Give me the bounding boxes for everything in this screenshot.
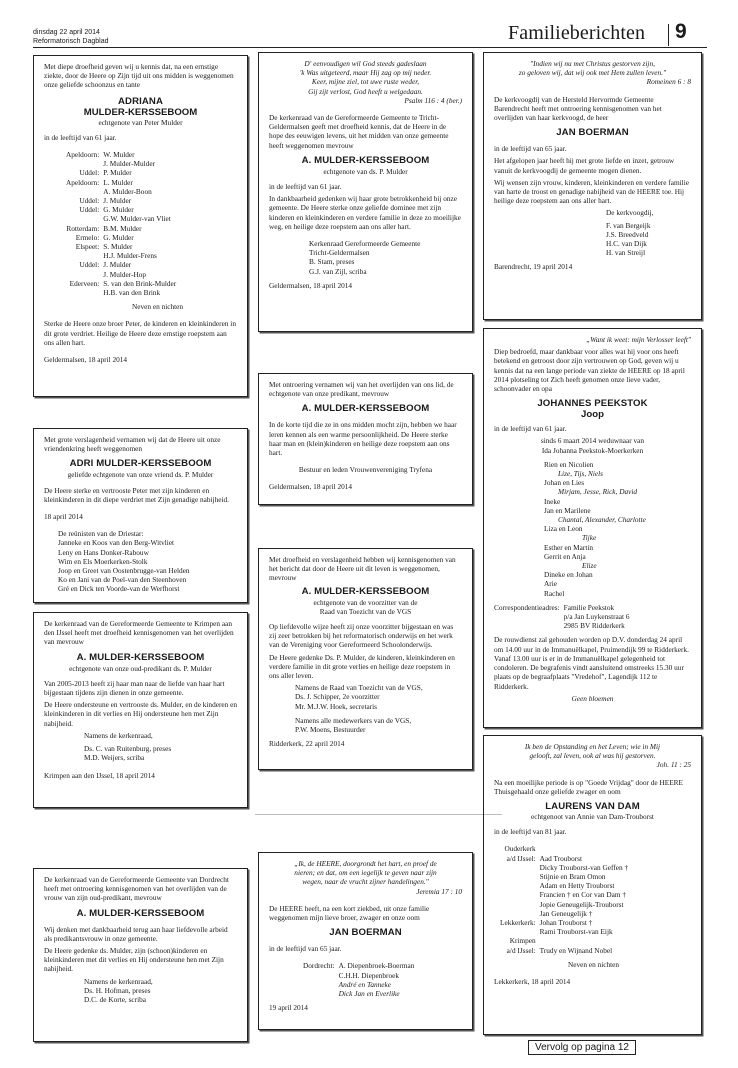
signature-b2: P.W. Moens, Bestuurder [295, 725, 366, 735]
place-date: Geldermalsen, 18 april 2014 [44, 355, 128, 365]
address-label: Correspondentieadres: [494, 602, 560, 612]
family-row [500, 918, 628, 927]
quote-line: Gij zijt verlost, God heeft u welgedaan. [308, 86, 423, 96]
signature-1: Ds. C. van Ruitenburg, preses [84, 744, 172, 754]
family-place: a/d IJssel: [506, 945, 536, 955]
nephews-line: Neven en nichten [132, 302, 184, 312]
family-place: Dordrecht: [303, 961, 335, 971]
family-row [66, 159, 176, 168]
signature-intro: De kerkvoogdij, [606, 208, 654, 218]
signature-1: Ds. H. Hofman, preses [84, 985, 151, 995]
deceased-name: A. MULDER-KERSSEBOOM [301, 154, 430, 166]
quote-line: wegen, naar de vrucht zijner handelingen." [302, 877, 429, 887]
family-place [66, 288, 103, 297]
family-row [66, 196, 176, 205]
signatures [494, 221, 691, 258]
signature-name: H.C. van Dijk [606, 239, 647, 249]
body-text-1: Het afgelopen jaar heeft hij met grote liefde en inzet, getrouw vanuit de kerkvoogdij de gemeente mogen dienen. [494, 156, 675, 175]
signature-2: D.C. de Korte, scriba [84, 995, 147, 1005]
child-line: Rien en Nicolien [544, 459, 594, 469]
announcement-vgs [258, 548, 473, 770]
family-member: S. Mulder [103, 242, 133, 252]
family-place [500, 863, 540, 872]
quote-reference: Psalm 116 : 4 (ber.) [404, 95, 462, 105]
place-date: Geldermalsen, 18 april 2014 [269, 280, 353, 290]
child-line: Ineke [544, 496, 561, 506]
deceased-name: MULDER-KERSSEBOOM [83, 106, 198, 118]
nickname: Joop [581, 409, 604, 421]
member-name: Joop en Greet van Oostenbrugge-van Helden [58, 566, 190, 576]
grandchildren-line: Lize, Tijs, Niels [558, 469, 604, 479]
family-member: H.B. van den Brink [103, 288, 161, 298]
signature-2: Tricht-Geldermalsen [309, 248, 370, 258]
family-member: J. Mulder [103, 260, 132, 270]
signature-b1: Namens alle medewerkers van de VGS, [295, 715, 412, 725]
members-list [44, 538, 237, 593]
announcement-adriana-family [33, 55, 248, 397]
age-line: in de leeftijd van 61 jaar. [44, 132, 117, 142]
family-member: J. Mulder [103, 196, 132, 206]
header-divider [668, 24, 669, 46]
age-line: in de leeftijd van 81 jaar. [494, 827, 567, 837]
body-text: In dankbaarheid gedenken wij haar grote betrokkenheid bij onze gemeente. De Heere sterke onze geliefde dominee met zijn kinderen en kleinkinderen en verdere familie in deze zo moeilijke weg, en heilige deze roepstem aan ons aller hart. [269, 194, 461, 231]
widow-line-2: Ida Johanna Peekstok-Moerkerken [541, 445, 644, 455]
signature-intro: Namens de kerkenraad, [84, 976, 153, 986]
date-line: 18 april 2014 [44, 512, 83, 522]
family-place: a/d IJssel: [506, 853, 536, 863]
signature-name: F. van Bergeijk [606, 220, 651, 230]
psalm-quote [269, 59, 462, 96]
announcement-intro: De HEERE heeft, na een kort ziekbed, uit onze familie weggenomen mijn lieve broer, zwager en onze oom [269, 903, 430, 923]
announcement-intro: De kerkenraad van de Gereformeerde Gemeente van Dordrecht heeft met ontroering kennisgenomen van het overlijden van de vrouw van zijn oud-predikant, mevrouw [44, 875, 229, 903]
family-place: Ermelo: [75, 232, 100, 242]
quote-reference: Romeinen 6 : 8 [646, 77, 691, 87]
deceased-name: LAURENS VAN DAM [545, 801, 640, 813]
announcement-intro: Met diepe droefheid geven wij u kennis dat, na een ernstige ziekte, door de Heere op Zijn tijd uit ons midden is weggenomen onze geliefde schoonzus en tante [44, 62, 234, 90]
age-line: in de leeftijd van 61 jaar. [269, 182, 342, 192]
family-row [66, 279, 176, 288]
child-line: Arie [544, 579, 557, 589]
place-date: Geldermalsen, 18 april 2014 [269, 482, 353, 492]
family-row [66, 205, 176, 214]
child-line: Gerrit en Anja [544, 551, 586, 561]
family-member: A. Mulder-Boon [103, 186, 152, 196]
signature-a3: Mr. M.J.W. Hoek, secretaris [295, 701, 378, 711]
family-place: Uddel: [79, 196, 100, 206]
quote-line: Ik ben de Opstanding en het Leven; wie in Mij [524, 742, 661, 751]
announcement-intro: Diep bedroefd, maar dankbaar voor alles wat hij voor ons heeft betekend en getroost door zijn vertrouwen op God, geven wij u kennis dat na een lange periode van ziekte de HEERE op 18 april 2014 plotseling tot Zich heeft genomen onze lieve vader, schoonvader en opa [494, 347, 685, 394]
family-member: Stijnie en Bram Omon [539, 872, 606, 882]
closing-text: Sterke de Heere onze broer Peter, de kinderen en kleinkinderen in dit grote verdriet. Heilige de Heere deze ernstige roepstem aan ons allen hart. [44, 319, 236, 347]
announcement-peekstok [483, 328, 702, 728]
age-line: in de leeftijd van 65 jaar. [494, 144, 567, 154]
family-row [66, 260, 176, 269]
header-rule [33, 47, 707, 48]
deceased-name: A. MULDER-KERSSEBOOM [76, 651, 205, 663]
continued-on-link[interactable]: Vervolg op pagina 12 [528, 1040, 636, 1055]
family-member: Trudy en Wijnand Nobel [539, 945, 613, 955]
spouse-line: echtgenote van Peter Mulder [98, 117, 183, 127]
family-place: Lekkerkerk: [500, 918, 536, 928]
quote-line: Keer, mijne ziel, tot uwe ruste weder, [311, 77, 420, 87]
family-place [500, 900, 540, 909]
body-text-2: De Heere gedenke Ds. P. Mulder, de kinderen, kleinkinderen en verdere familie in dit grote verlies en heilige deze roepstem in ons aller leven. [269, 652, 455, 681]
family-member: Dick Jan en Everlike [338, 989, 400, 999]
family-row [500, 936, 628, 945]
family-row [500, 854, 628, 863]
deceased-name: A. MULDER-KERSSEBOOM [76, 907, 205, 919]
family-list [500, 844, 628, 954]
announcement-intro: De kerkvoogdij van de Hersteld Hervormde Gemeente Barendrecht heeft met ontroering kennisgenomen van het overlijden van haar kerkvoogd, de heer [494, 94, 662, 123]
family-row [500, 881, 628, 890]
deceased-name: JAN BOERMAN [329, 927, 402, 939]
family-member: Francien † en Cor van Dam † [539, 890, 626, 900]
body-text-1: Van 2005-2013 heeft zij haar man naar de liefde van haar hart bijgestaan tijdens zijn dienen in onze gemeente. [44, 678, 225, 698]
family-member: H.J. Mulder-Frens [103, 251, 157, 261]
body-text-1: Wij denken met dankbaarheid terug aan haar liefdevolle arbeid als predikantsvrouw in onze gemeente. [44, 924, 228, 943]
family-row [66, 233, 176, 242]
family-place [500, 927, 540, 936]
announcement-intro: Met grote verslagenheid vernamen wij dat de Heere uit onze vriendenkring heeft weggenomen [44, 435, 221, 454]
family-member: P. Mulder [103, 168, 132, 178]
child-line: Liza en Leon [544, 524, 583, 534]
family-place: Ederveen: [69, 278, 100, 288]
place-date: Ridderkerk, 22 april 2014 [269, 739, 345, 749]
spouse-line: echtgenote van ds. P. Mulder [323, 166, 408, 176]
issue-date: dinsdag 22 april 2014 [33, 29, 100, 36]
family-place: Elspeet: [75, 242, 100, 252]
member-name: Ko en Jani van de Poel-van den Steenhoven [58, 575, 187, 585]
family-place [500, 872, 540, 881]
place-date: Barendrecht, 19 april 2014 [494, 262, 573, 272]
family-member: Aad Trouborst [539, 853, 583, 863]
signature-4: G.J. van Zijl, scriba [309, 266, 367, 276]
address-line: p/a Jan Luykenstraat 6 [563, 612, 630, 622]
quote-line: D' eenvoudigen wil God steeds gadeslaan [304, 59, 427, 68]
body-text-2: De Heere gedenke ds. Mulder, zijn (schoon)kinderen en kleinkinderen met dit verlies en Hij ondersteune hen met Zijn nabijheid. [44, 946, 224, 974]
correspondence-address [494, 603, 630, 631]
family-row [66, 150, 176, 159]
signature-name: H. van Streijl [606, 248, 646, 258]
member-name: Janneke en Koos van den Berg-Witvliet [58, 538, 175, 548]
announcement-krimpen-church [33, 612, 248, 808]
child-line: Johan en Lies [544, 478, 585, 488]
announcement-intro: De kerkenraad van de Gereformeerde Gemeente te Krimpen aan den IJssel heeft met droefheid kennisgenomen van het overlijden van mevrouw [44, 619, 234, 647]
announcement-adri-friends [33, 428, 248, 603]
family-place: Krimpen [509, 936, 536, 946]
place-date: Krimpen aan den IJssel, 18 april 2014 [44, 771, 155, 781]
signature: Bestuur en leden Vrouwenvereniging Tryfena [298, 465, 433, 475]
announcement-intro: De kerkenraad van de Gereformeerde Gemeente te Tricht-Geldermalsen geeft met droefheid kennis, dat de Heere in de hope des eeuwigen levens, uit het midden van onze gemeente heeft weggenomen mevrouw [269, 113, 449, 150]
family-list [494, 460, 691, 598]
member-name: Leny en Hans Donker-Rabouw [58, 547, 149, 557]
family-member: Adam en Hetty Trouborst [539, 881, 615, 891]
announcement-boerman-family [258, 852, 473, 1030]
family-member: Rami Trouborst-van Eijk [539, 927, 613, 937]
reunion-label: De reünisten van de Driestar: [58, 529, 144, 539]
issue-info [33, 29, 108, 46]
nephews-line: Neven en nichten [568, 959, 620, 969]
family-member [540, 844, 628, 853]
family-row [66, 214, 176, 223]
family-row [66, 288, 176, 297]
family-member: Dicky Trouborst-van Geffen † [539, 862, 629, 872]
spouse-line: echtgenoot van Annie van Dam-Trouborst [531, 812, 654, 822]
family-row [500, 927, 628, 936]
grandchildren-line: Chantal, Alexander, Charlotte [558, 515, 646, 525]
widow-line-1: sinds 6 maart 2014 weduwnaar van [540, 436, 645, 446]
family-member: G. Mulder [103, 205, 134, 215]
signature-intro: Namens de kerkenraad, [84, 730, 153, 740]
section-title: Familieberichten [508, 22, 646, 44]
family-row [500, 946, 628, 955]
family-place: Apeldoorn: [66, 177, 100, 187]
quote-line: "Indien wij nu met Christus gestorven zijn, [530, 59, 655, 68]
announcement-van-dam [483, 735, 702, 1035]
family-list [303, 961, 414, 998]
family-row [500, 890, 628, 899]
place-date: Lekkerkerk, 18 april 2014 [494, 977, 571, 987]
family-list [66, 150, 176, 297]
family-place [500, 890, 540, 899]
address-line: Familie Peekstok [563, 602, 615, 612]
quote-reference: Jeremia 17 : 10 [416, 886, 462, 896]
family-member: J. Mulder-Mulder [103, 159, 155, 169]
spouse-line-1: echtgenote van de voorzitter van de [313, 597, 418, 607]
family-member [540, 936, 628, 945]
quote-reference: Joh. 11 : 25 [656, 760, 691, 770]
family-member: L. Mulder [103, 177, 133, 187]
child-line: Dineke en Johan [544, 570, 593, 580]
family-row [66, 270, 176, 279]
age-line: in de leeftijd van 65 jaar. [269, 944, 342, 954]
no-flowers: Geen bloemen [571, 693, 614, 703]
page-number: 9 [675, 20, 687, 43]
signature-a1: Namens de Raad van Toezicht van de VGS, [295, 683, 423, 693]
grandchildren-line: Elize [582, 561, 597, 571]
announcement-tricht-church [258, 52, 473, 332]
family-place [500, 909, 540, 918]
column-divider [255, 814, 502, 815]
signature-a2: Ds. J. Schipper, 2e voorzitter [295, 692, 380, 702]
signature-3: B. Stam, preses [309, 257, 355, 267]
child-line: Jan en Marilene [544, 505, 591, 515]
body-text: In de korte tijd die ze in ons midden mocht zijn, hebben we haar leren kennen als een warme persoonlijkheid. De Heere sterke haar man en (klein)kinderen en heilige deze roepstem aan ons hart. [269, 420, 457, 458]
deceased-name: JAN BOERMAN [556, 127, 629, 139]
family-member: S. van den Brink-Mulder [103, 278, 177, 288]
deceased-first-name: ADRIANA [118, 95, 163, 107]
john-quote [494, 742, 691, 760]
family-row [66, 178, 176, 187]
announcement-intro: Na een moeilijke periode is op "Goede Vrijdag" door de HEERE Thuisgehaald onze geliefde zwager en oom [494, 777, 683, 796]
announcement-tryfena [258, 373, 473, 505]
family-row [66, 187, 176, 196]
deceased-name: A. MULDER-KERSSEBOOM [301, 403, 430, 415]
family-row [66, 168, 176, 177]
quote-line: gelooft, zal leven, ook al was hij gestorven. [529, 751, 656, 761]
family-place: Uddel: [79, 260, 100, 270]
family-row [500, 909, 628, 918]
family-place [500, 881, 540, 890]
body-text-1: Op liefdevolle wijze heeft zij onze voorzitter bijgestaan en was zij zeer betrokken bij het reformatorisch onderwijs en het werk van de Vereniging voor Gereformeerd Schoolonderwijs. [269, 622, 454, 650]
family-row [500, 863, 628, 872]
family-place: Uddel: [79, 205, 100, 215]
grandchildren-line: Tijke [582, 533, 597, 543]
announcement-barendrecht [483, 52, 702, 320]
signature-2: M.D. Weijers, scriba [84, 753, 145, 763]
child-line: Rachel [544, 588, 565, 598]
family-row [500, 872, 628, 881]
family-place [66, 270, 103, 279]
family-member: Jan Geneugelijk † [539, 908, 593, 918]
family-member: A. Diepenbroek-Boerman [338, 961, 415, 971]
family-member: Jopie Geneugelijk-Trouborst [539, 899, 624, 909]
grandchildren-line: Mirjam, Jesse, Rick, David [558, 487, 638, 497]
family-place: Rotterdam: [66, 223, 100, 233]
announcement-intro: Met ontroering vernamen wij van het overlijden van ons lid, de echtgenote van onze predikant, mevrouw [269, 380, 454, 399]
body-text-2: De Heere ondersteune en vertrooste ds. Mulder, en de kinderen en kleinkinderen in dit verlies en Hij ondersteune hen met Zijn nabijheid. [44, 700, 238, 728]
family-row [66, 242, 176, 251]
family-row [66, 224, 176, 233]
bible-quote [269, 859, 462, 887]
family-member: Johan Trouborst † [539, 918, 593, 928]
deceased-name: ADRI MULDER-KERSSEBOOM [69, 458, 212, 470]
spouse-line: echtgenote van onze oud-predikant ds. P. Mulder [69, 663, 212, 673]
family-place [66, 159, 103, 168]
family-place: Ouderkerk [504, 844, 536, 854]
deceased-name: JOHANNES PEEKSTOK [537, 398, 648, 410]
family-member: J. Mulder-Hop [103, 269, 147, 279]
body-text: De Heere sterke en vertrooste Peter met zijn kinderen en kleinkinderen in dit diepe verdriet met Zijn genadige nabijheid. [44, 485, 229, 504]
family-member: G. Mulder [103, 232, 134, 242]
quote-line: zo geloven wij, dat wij ook met Hem zullen leven." [518, 68, 667, 78]
quote: „Want ik weet: mijn Verlosser leeft" [586, 335, 691, 344]
family-member: W. Mulder [103, 150, 135, 160]
family-place [66, 251, 103, 260]
member-name: Wim en Els Moerkerken-Stolk [58, 556, 148, 566]
spouse-line-2: Raad van Toezicht van de VGS [319, 606, 412, 616]
body-text-2: Wij wensen zijn vrouw, kinderen, kleinkinderen en verdere familie van harte de troost en genadige nabijheid van de HEERE toe. Hij heilige deze roepstem aan ons aller hart. [494, 177, 689, 206]
family-place [66, 187, 103, 196]
family-row [500, 844, 628, 853]
signature-name: J.S. Breedveld [606, 229, 649, 239]
deceased-name: A. MULDER-KERSSEBOOM [301, 585, 430, 597]
paper-name: Reformatorisch Dagblad [33, 37, 109, 45]
family-place: Apeldoorn: [66, 150, 100, 160]
age-line: in de leeftijd van 61 jaar. [494, 424, 567, 434]
announcement-dordrecht-church [33, 868, 248, 1042]
quote-line: 'k Was uitgeteerd, maar Hij zag op mij neder. [299, 68, 432, 78]
quote-line: nieren; en dat, om een iegelijk te geven naar zijn [294, 868, 437, 878]
family-member: C.H.H. Diepenbroek [338, 970, 399, 980]
romans-quote [494, 59, 691, 77]
signature-1: Kerkenraad Gereformeerde Gemeente [309, 239, 421, 249]
family-place [66, 214, 103, 223]
announcement-intro: Met droefheid en verslagenheid hebben wij kennisgenomen van het bericht dat door de Heere uit dit leven is weggenomen, mevrouw [269, 555, 456, 583]
family-row [66, 251, 176, 260]
quote-line: „Ik, de HEERE, doorgrondt het hart, en proef de [294, 859, 437, 868]
date-line: 19 april 2014 [269, 1003, 308, 1013]
family-member: André en Tanneke [338, 979, 392, 989]
family-member: G.W. Mulder-van Vliet [103, 214, 171, 224]
address-line: 2985 BV Ridderkerk [563, 621, 625, 631]
child-line: Esther en Martin [544, 542, 594, 552]
spouse-line: geliefde echtgenote van onze vriend ds. P. Mulder [67, 470, 214, 480]
funeral-text: De rouwdienst zal gehouden worden op D.V. donderdag 24 april om 14.00 uur in de Immanuëlkapel, Pruimendijk 99 te Ridderkerk. Vanaf 13.00 uur is er in de Immanuëlkapel gelegenheid tot condoleren. De begrafenis vindt aansluitend omstreeks 15.30 uur plaats op de begraafplaats "Vredehof", Lagendijk 112 te Ridderkerk. [494, 635, 689, 691]
member-name: Gré en Dick ten Voorde-van de Werfhorst [58, 584, 180, 594]
family-member: B.M. Mulder [103, 223, 142, 233]
family-place: Uddel: [79, 168, 100, 178]
family-row [500, 900, 628, 909]
